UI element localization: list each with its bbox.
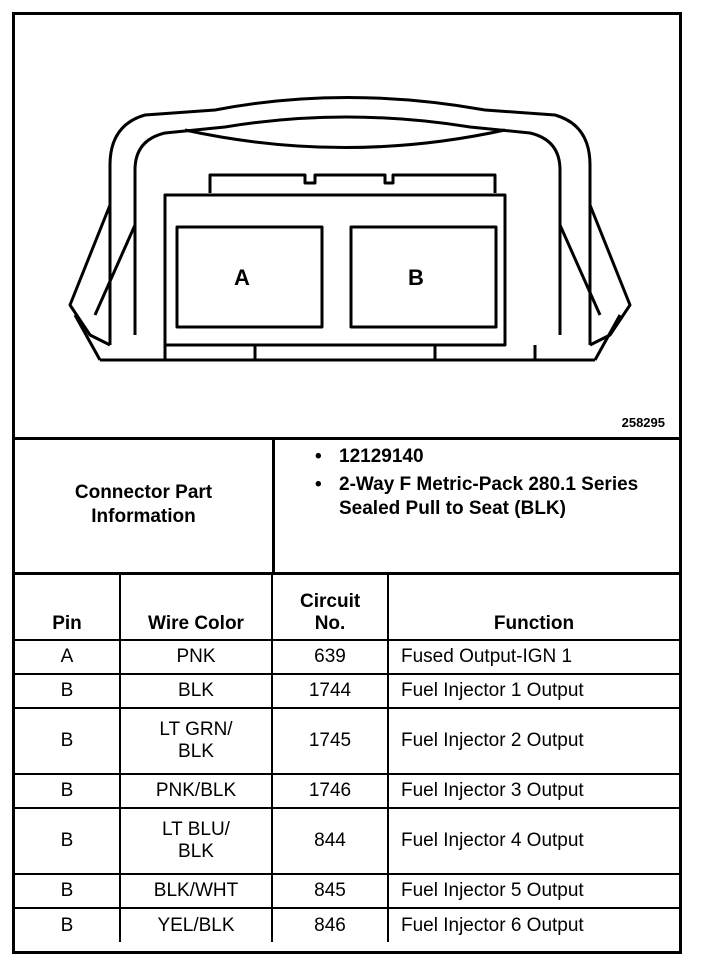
cell-circuit: 845 [272, 874, 388, 908]
cell-circuit: 1745 [272, 708, 388, 774]
cell-wire: PNK/BLK [120, 774, 272, 808]
header-circuit [272, 572, 388, 640]
table-row [15, 674, 679, 708]
cell-pin: B [15, 708, 120, 774]
cell-circuit: 844 [272, 808, 388, 874]
cell-wire-text: LT BLU/ BLK [162, 819, 230, 862]
cell-pin: A [15, 640, 120, 674]
table-row [15, 774, 679, 808]
figure-number: 258295 [621, 415, 665, 430]
table-row [15, 640, 679, 674]
table-row [15, 874, 679, 908]
table-header-row [15, 572, 679, 640]
part-info-item [275, 445, 675, 469]
part-info-label [15, 437, 275, 572]
part-number: 12129140 [339, 446, 424, 467]
cell-circuit: 846 [272, 908, 388, 942]
cell-function: Fuel Injector 5 Output [388, 874, 679, 908]
part-info-label-text: Connector Part Information [74, 481, 213, 527]
header-wire-color: Wire Color [120, 572, 272, 640]
cell-function: Fuel Injector 3 Output [388, 774, 679, 808]
cell-circuit: 1744 [272, 674, 388, 708]
cell-pin: B [15, 874, 120, 908]
cell-wire-text: LT GRN/ BLK [159, 719, 233, 762]
cell-wire: PNK [120, 640, 272, 674]
pin-table [15, 572, 679, 942]
connector-drawing [15, 15, 679, 437]
part-info-list [275, 445, 675, 525]
cell-wire [120, 708, 272, 774]
document-frame [12, 12, 682, 954]
cell-function: Fuel Injector 4 Output [388, 808, 679, 874]
cell-wire [120, 808, 272, 874]
connector-diagram [15, 15, 679, 440]
cavity-a-label: A [234, 265, 250, 290]
part-info-item [275, 473, 639, 521]
cell-function: Fuel Injector 6 Output [388, 908, 679, 942]
cell-function: Fuel Injector 2 Output [388, 708, 679, 774]
table-row [15, 908, 679, 942]
cell-function: Fuel Injector 1 Output [388, 674, 679, 708]
cell-pin: B [15, 774, 120, 808]
table-row [15, 808, 679, 874]
cell-circuit: 639 [272, 640, 388, 674]
part-description: 2-Way F Metric-Pack 280.1 Series Sealed Pull to Seat (BLK) [339, 474, 639, 519]
header-circuit-text: Circuit No. [300, 591, 361, 634]
bullet-icon: • [315, 474, 322, 495]
cell-pin: B [15, 674, 120, 708]
cell-pin: B [15, 908, 120, 942]
header-pin: Pin [15, 572, 120, 640]
cell-function: Fused Output-IGN 1 [388, 640, 679, 674]
bullet-icon: • [315, 446, 322, 467]
connector-part-info [15, 437, 679, 575]
cell-pin: B [15, 808, 120, 874]
cell-wire: BLK/WHT [120, 874, 272, 908]
table-row [15, 708, 679, 774]
cell-wire: YEL/BLK [120, 908, 272, 942]
cell-circuit: 1746 [272, 774, 388, 808]
header-function: Function [388, 572, 679, 640]
cell-wire: BLK [120, 674, 272, 708]
cavity-b-label: B [408, 265, 424, 290]
